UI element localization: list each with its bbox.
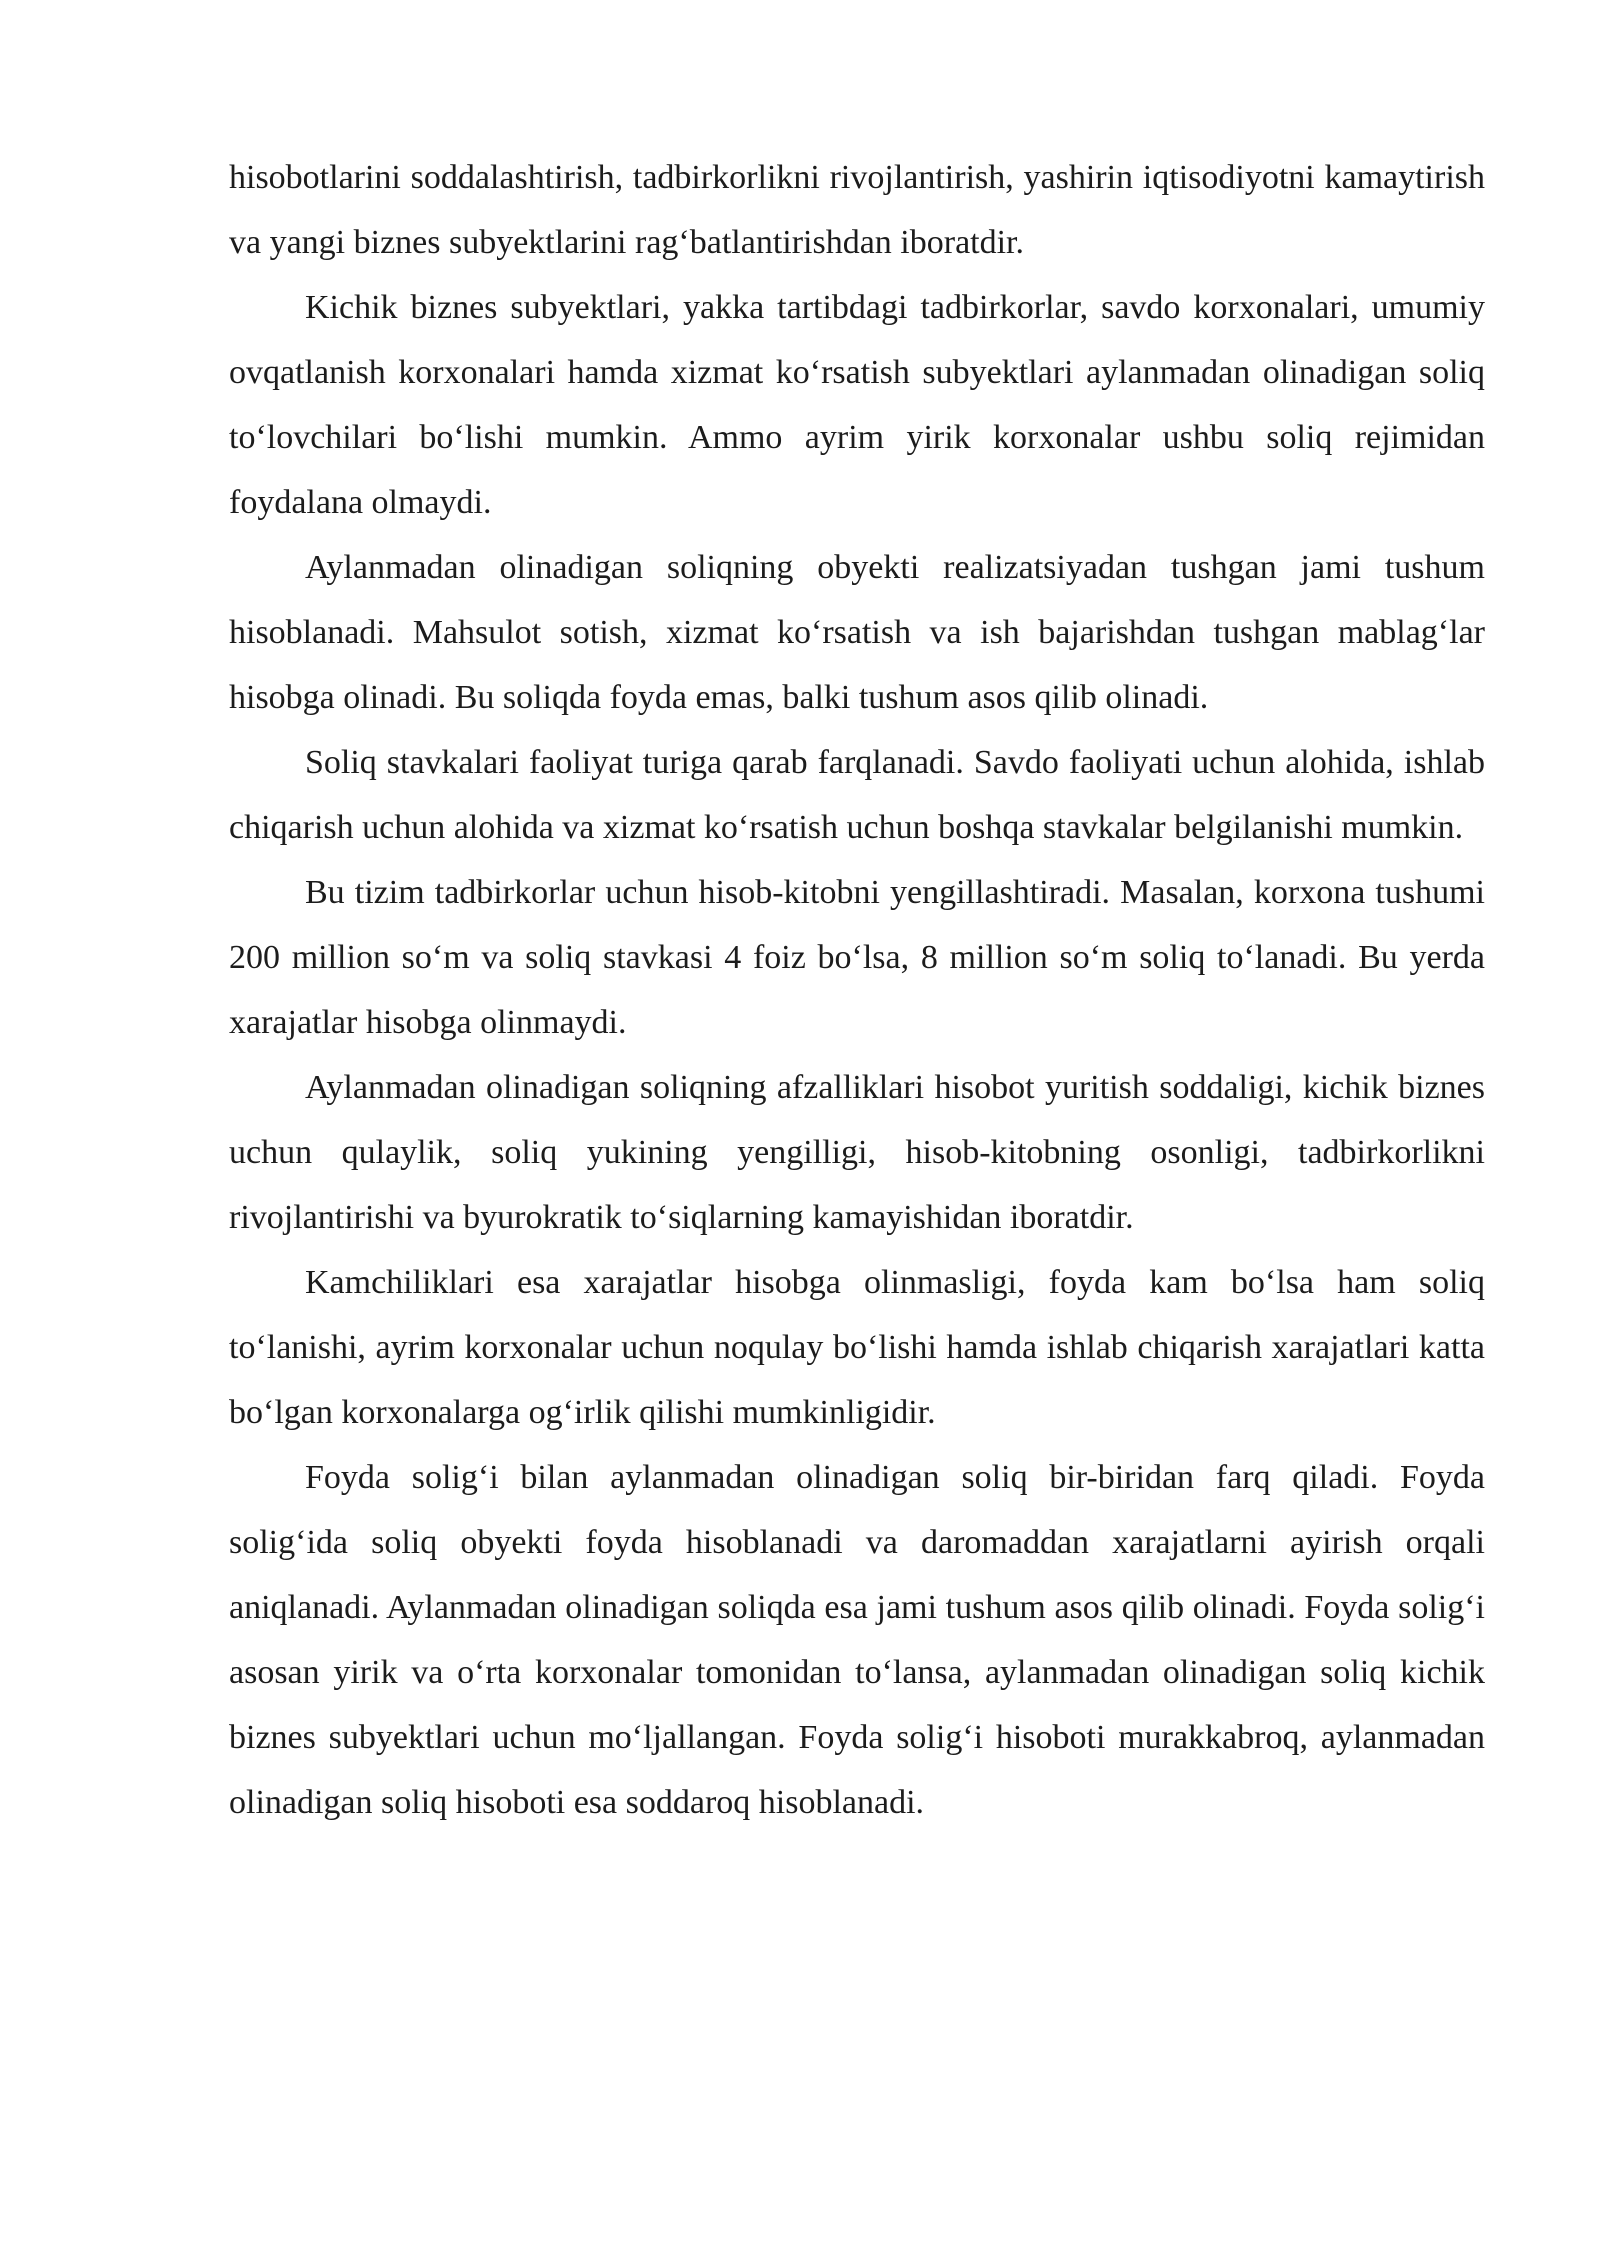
paragraph: Aylanmadan olinadigan soliqning obyekti realizatsiyadan tushgan jami tushum hisoblanadi. Mahsulot sotish, xizmat ko‘rsatish va ish bajarishdan tushgan mablag‘lar hisobga olinadi. Bu soliqda foyda emas, balki tushum asos qilib olinadi. [229,549,1485,716]
document-body [229,145,1485,1835]
paragraph: Soliq stavkalari faoliyat turiga qarab farqlanadi. Savdo faoliyati uchun alohida, ishlab chiqarish uchun alohida va xizmat ko‘rsatish uchun boshqa stavkalar belgilanishi mumkin. [229,744,1485,846]
paragraph: Kichik biznes subyektlari, yakka tartibdagi tadbirkorlar, savdo korxonalari, umumiy ovqatlanish korxonalari hamda xizmat ko‘rsatish subyektlari aylanmadan olinadigan soliq to‘lovchilari bo‘lishi mumkin. Ammo ayrim yirik korxonalar ushbu soliq rejimidan foydalana olmaydi. [229,289,1485,521]
paragraph-continued: hisobotlarini soddalashtirish, tadbirkorlikni rivojlantirish, yashirin iqtisodiyotni kamaytirish va yangi biznes subyektlarini rag‘batlantirishdan iboratdir. [229,159,1485,261]
paragraph: Aylanmadan olinadigan soliqning afzalliklari hisobot yuritish soddaligi, kichik biznes uchun qulaylik, soliq yukining yengilligi, hisob-kitobning osonligi, tadbirkorlikni rivojlantirishi va byurokratik to‘siqlarning kamayishidan iboratdir. [229,1069,1485,1236]
paragraph: Bu tizim tadbirkorlar uchun hisob-kitobni yengillashtiradi. Masalan, korxona tushumi 200 million so‘m va soliq stavkasi 4 foiz bo‘lsa, 8 million so‘m soliq to‘lanadi. Bu yerda xarajatlar hisobga olinmaydi. [229,874,1485,1041]
paragraph: Kamchiliklari esa xarajatlar hisobga olinmasligi, foyda kam bo‘lsa ham soliq to‘lanishi, ayrim korxonalar uchun noqulay bo‘lishi hamda ishlab chiqarish xarajatlari katta bo‘lgan korxonalarga og‘irlik qilishi mumkinligidir. [229,1264,1485,1431]
paragraph: Foyda solig‘i bilan aylanmadan olinadigan soliq bir-biridan farq qiladi. Foyda solig‘ida soliq obyekti foyda hisoblanadi va daromaddan xarajatlarni ayirish orqali aniqlanadi. Aylanmadan olinadigan soliqda esa jami tushum asos qilib olinadi. Foyda solig‘i asosan yirik va o‘rta korxonalar tomonidan to‘lansa, aylanmadan olinadigan soliq kichik biznes subyektlari uchun mo‘ljallangan. Foyda solig‘i hisoboti murakkabroq, aylanmadan olinadigan soliq hisoboti esa soddaroq hisoblanadi. [229,1459,1485,1821]
